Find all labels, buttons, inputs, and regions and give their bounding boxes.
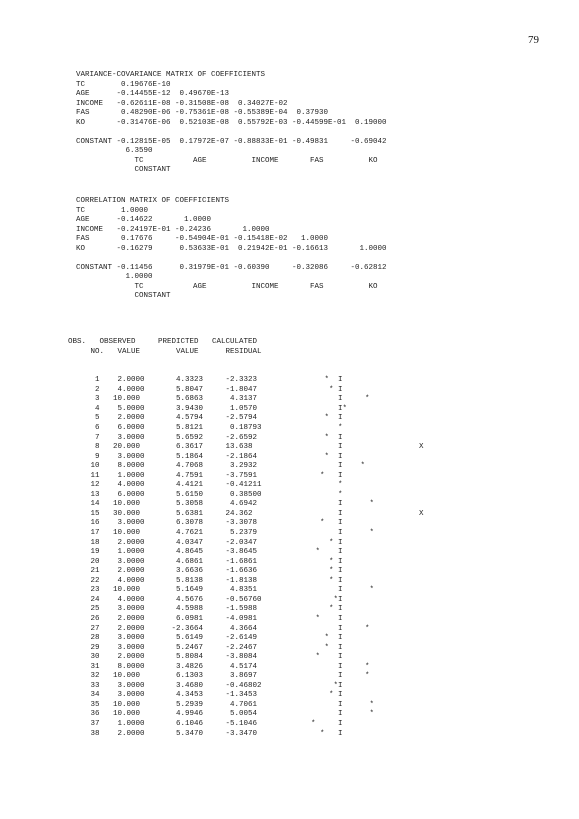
matrix-line: INCOME -0.62611E-08 -0.31508E-08 0.34027E-02	[76, 99, 288, 108]
table-row: 33 3.0000 3.4680 -0.46802 *I	[68, 681, 343, 690]
table-row: 36 10.000 4.9946 5.0054 I *	[68, 710, 375, 719]
matrix-line: 6.3590	[76, 147, 153, 156]
matrix-line: CORRELATION MATRIX OF COEFFICIENTS	[76, 197, 230, 205]
table-header-line: NO. VALUE VALUE RESIDUAL	[68, 347, 262, 356]
matrix-line	[76, 254, 387, 264]
matrix-line: CONSTANT	[76, 166, 171, 175]
table-row: 37 1.0000 6.1046 -5.1046 * I	[68, 719, 343, 728]
table-row: 11 1.0000 4.7591 -3.7591 * I	[68, 471, 343, 480]
matrix-line: TC AGE INCOME FAS KO	[76, 282, 378, 291]
matrix-line: TC 1.0000	[76, 206, 149, 215]
table-row: 23 10.000 5.1649 4.8351 I *	[68, 586, 375, 595]
variance-covariance-matrix	[76, 71, 387, 176]
table-row: 27 2.0000 -2.3664 4.3664 I *	[68, 624, 370, 633]
table-row: 38 2.0000 5.3470 -3.3470 * I	[68, 729, 343, 738]
correlation-matrix	[76, 197, 387, 302]
table-row: 12 4.0000 4.4121 -0.41211 *	[68, 481, 343, 490]
matrix-line: 1.0000	[76, 273, 153, 282]
matrix-line: VARIANCE-COVARIANCE MATRIX OF COEFFICIENTS	[76, 71, 266, 79]
table-row: 24 4.0000 4.5676 -0.56760 *I	[68, 595, 343, 604]
matrix-line: KO -0.31476E-06 0.52103E-08 0.55792E-03 -0.44599E-01 0.19000	[76, 118, 387, 127]
table-row: 26 2.0000 6.0981 -4.0981 * I	[68, 614, 343, 623]
table-row: 21 2.0000 3.6636 -1.6636 * I	[68, 567, 343, 576]
matrix-line: CONSTANT -0.12815E-05 0.17972E-07 -0.88833E-01 -0.49831 -0.69042	[76, 137, 387, 146]
matrix-line: TC 0.19676E-10	[76, 80, 171, 89]
table-row: 6 6.0000 5.8121 0.18793 *	[68, 424, 343, 433]
observations-residuals-table	[68, 319, 424, 758]
table-row: 22 4.0000 5.8138 -1.8138 * I	[68, 576, 343, 585]
table-row: 28 3.0000 5.6149 -2.6149 * I	[68, 634, 343, 643]
matrix-line: CONSTANT	[76, 292, 171, 301]
table-row: 16 3.0000 6.3078 -3.3078 * I	[68, 519, 343, 528]
table-row: 8 20.000 6.3617 13.638 I X	[68, 443, 424, 452]
table-row: 31 8.0000 3.4826 4.5174 I *	[68, 662, 370, 671]
table-row: 34 3.0000 4.3453 -1.3453 * I	[68, 691, 343, 700]
table-row: 20 3.0000 4.6861 -1.6861 * I	[68, 557, 343, 566]
matrix-line: AGE -0.14455E-12 0.49670E-13	[76, 90, 230, 99]
table-row: 2 4.0000 5.8047 -1.8047 * I	[68, 385, 343, 394]
table-row: 10 8.0000 4.7068 3.2932 I *	[68, 462, 366, 471]
table-row: 7 3.0000 5.6592 -2.6592 * I	[68, 433, 343, 442]
table-row: 32 10.000 6.1303 3.8697 I *	[68, 672, 370, 681]
matrix-line: CONSTANT -0.11456 0.31979E-01 -0.60390 -0.32086 -0.62812	[76, 263, 387, 272]
matrix-line	[76, 128, 387, 138]
matrix-line: AGE -0.14622 1.0000	[76, 216, 212, 225]
table-row: 9 3.0000 5.1864 -2.1864 * I	[68, 452, 343, 461]
table-header	[68, 338, 424, 357]
matrix-line: TC AGE INCOME FAS KO	[76, 156, 378, 165]
matrix-line: INCOME -0.24197E-01 -0.24236 1.0000	[76, 225, 270, 234]
page-number: 79	[528, 34, 539, 46]
table-row: 25 3.0000 4.5988 -1.5988 * I	[68, 605, 343, 614]
table-row: 14 10.000 5.3058 4.6942 I *	[68, 500, 375, 509]
table-row: 19 1.0000 4.8645 -3.8645 * I	[68, 548, 343, 557]
matrix-line: KO -0.16279 0.53633E-01 0.21942E-01 -0.16613 1.0000	[76, 244, 387, 253]
table-row: 3 10.000 5.6863 4.3137 I *	[68, 395, 370, 404]
table-body	[68, 376, 424, 739]
matrix-line: FAS 0.48290E-06 -0.75361E-08 -0.55389E-04 0.37930	[76, 109, 329, 118]
matrix-line: FAS 0.17676 -0.54904E-01 -0.15418E-02 1.0000	[76, 235, 329, 244]
table-row: 15 30.000 5.6381 24.362 I X	[68, 509, 424, 518]
table-row: 18 2.0000 4.0347 -2.0347 * I	[68, 538, 343, 547]
table-row: 5 2.0000 4.5794 -2.5794 * I	[68, 414, 343, 423]
table-row: 13 6.0000 5.6150 0.38500 *	[68, 490, 343, 499]
table-row: 17 10.000 4.7621 5.2379 I *	[68, 529, 375, 538]
table-row: 29 3.0000 5.2467 -2.2467 * I	[68, 643, 343, 652]
table-row: 30 2.0000 5.8084 -3.8084 * I	[68, 653, 343, 662]
table-row: 1 2.0000 4.3323 -2.3323 * I	[68, 376, 343, 385]
table-row: 35 10.000 5.2939 4.7061 I *	[68, 700, 375, 709]
table-header-line: OBS. OBSERVED PREDICTED CALCULATED	[68, 338, 258, 347]
table-row: 4 5.0000 3.9430 1.0570 I*	[68, 404, 348, 413]
